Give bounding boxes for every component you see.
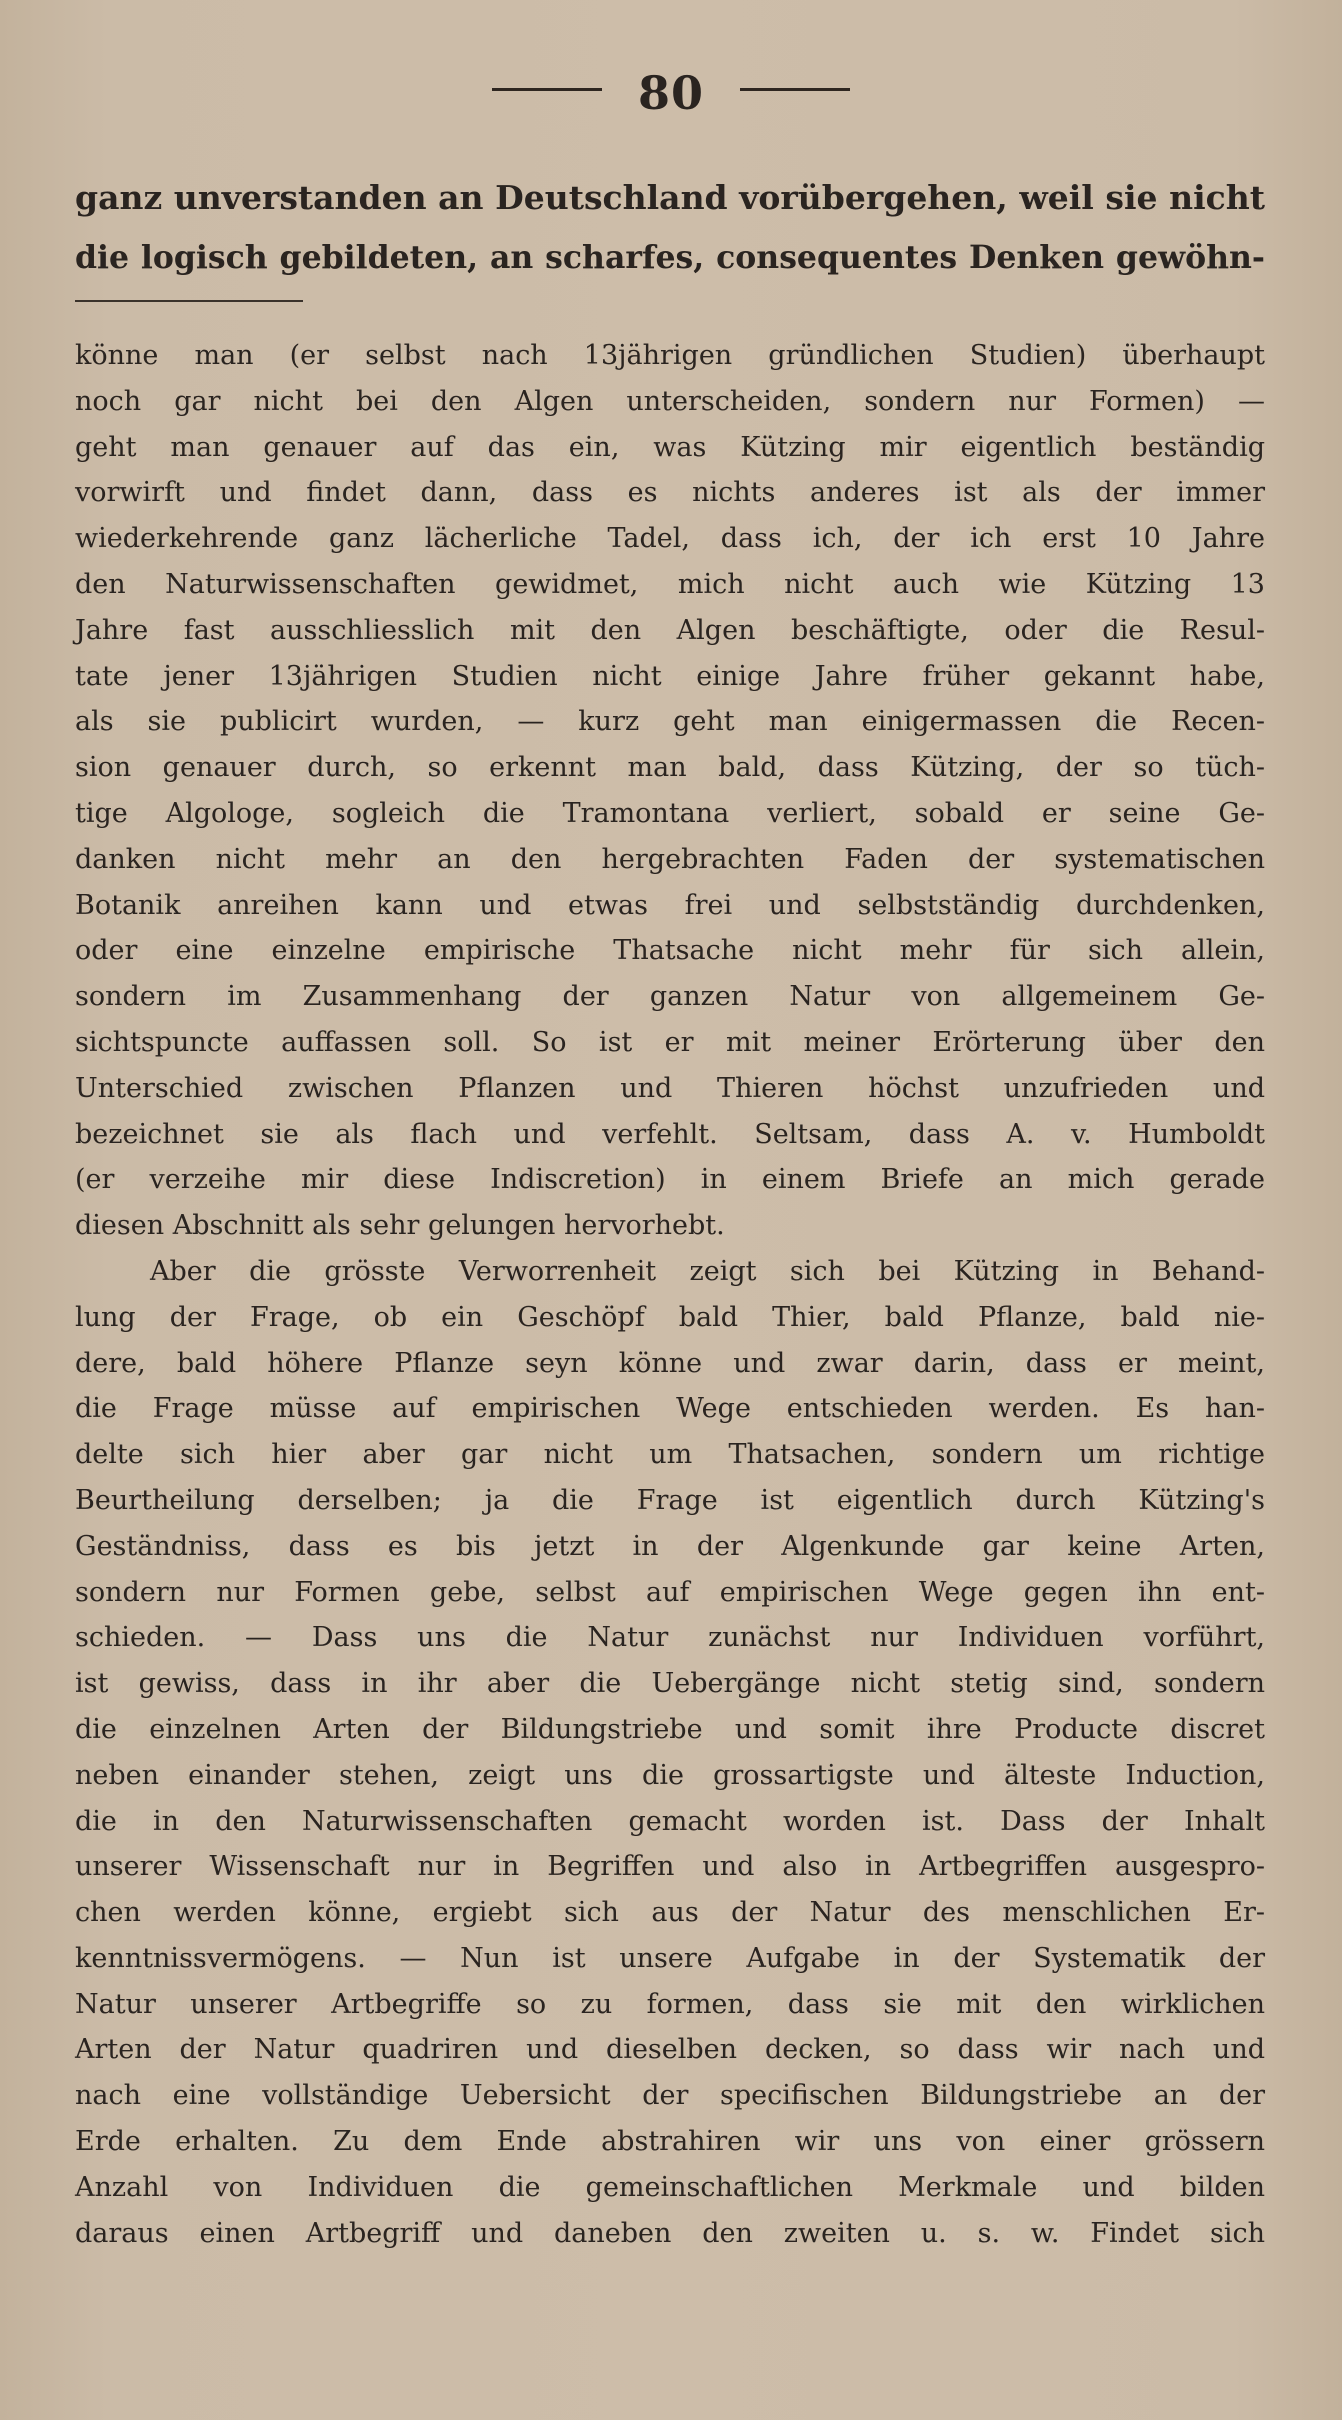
main-text-line: ganz unverstanden an Deutschland vorübergehen, weil sie nicht	[75, 178, 1265, 217]
footnote-line: sondern im Zusammenhang der ganzen Natur von allgemeinem Ge-	[75, 981, 1265, 1013]
footnote-line: ist gewiss, dass in ihr aber die Uebergänge nicht stetig sind, sondern	[75, 1668, 1265, 1700]
footnote-line: tige Algologe, sogleich die Tramontana verliert, sobald er seine Ge-	[75, 797, 1265, 829]
header-dash-right	[740, 88, 850, 91]
main-text	[75, 168, 1265, 288]
footnote-separator	[75, 300, 303, 302]
footnote-line: danken nicht mehr an den hergebrachten Faden der systematischen	[75, 843, 1265, 875]
header-dash-left	[492, 88, 602, 91]
footnote-line: Aber die grösste Verworrenheit zeigt sich bei Kützing in Behand-	[150, 1255, 1265, 1287]
footnote-line: Geständniss, dass es bis jetzt in der Algenkunde gar keine Arten,	[75, 1530, 1265, 1562]
footnote-line: Beurtheilung derselben; ja die Frage ist eigentlich durch Kützing's	[75, 1484, 1265, 1516]
footnote-line: sion genauer durch, so erkennt man bald, dass Kützing, der so tüch-	[75, 752, 1265, 784]
footnote-line: vorwirft und findet dann, dass es nichts anderes ist als der immer	[75, 477, 1265, 509]
footnote-line: kenntnissvermögens. — Nun ist unsere Aufgabe in der Systematik der	[75, 1942, 1265, 1974]
footnote-line: tate jener 13jährigen Studien nicht einige Jahre früher gekannt habe,	[75, 660, 1265, 692]
footnote-line: sondern nur Formen gebe, selbst auf empirischen Wege gegen ihn ent-	[75, 1576, 1265, 1608]
main-text-line: die logisch gebildeten, an scharfes, consequentes Denken gewöhn-	[75, 239, 1265, 276]
footnote-line: oder eine einzelne empirische Thatsache nicht mehr für sich allein,	[75, 935, 1265, 967]
footnote-line: unserer Wissenschaft nur in Begriffen und also in Artbegriffen ausgespro-	[75, 1851, 1265, 1883]
footnote-line: Erde erhalten. Zu dem Ende abstrahiren wir uns von einer grössern	[75, 2126, 1265, 2158]
footnote-line: neben einander stehen, zeigt uns die grossartigste und älteste Induction,	[75, 1759, 1265, 1791]
footnote-line: nach eine vollständige Uebersicht der specifischen Bildungstriebe an der	[75, 2080, 1265, 2112]
footnote-line: die einzelnen Arten der Bildungstriebe und somit ihre Producte discret	[75, 1713, 1265, 1745]
footnote-line: chen werden könne, ergiebt sich aus der Natur des menschlichen Er-	[75, 1897, 1265, 1929]
footnote	[75, 333, 1265, 2256]
footnote-line: (er verzeihe mir diese Indiscretion) in einem Briefe an mich gerade	[75, 1164, 1265, 1196]
footnote-line: Botanik anreihen kann und etwas frei und selbstständig durchdenken,	[75, 889, 1265, 921]
footnote-line: die in den Naturwissenschaften gemacht worden ist. Dass der Inhalt	[75, 1805, 1265, 1837]
footnote-line: wiederkehrende ganz lächerliche Tadel, dass ich, der ich erst 10 Jahre	[75, 523, 1265, 555]
footnote-line: könne man (er selbst nach 13jährigen gründlichen Studien) überhaupt	[75, 340, 1265, 371]
footnote-line: lung der Frage, ob ein Geschöpf bald Thier, bald Pflanze, bald nie-	[75, 1301, 1265, 1333]
footnote-line: den Naturwissenschaften gewidmet, mich nicht auch wie Kützing 13	[75, 568, 1265, 600]
footnote-line: Jahre fast ausschliesslich mit den Algen beschäftigte, oder die Resul-	[75, 614, 1265, 646]
page-number: 80	[637, 66, 704, 120]
footnote-line: dere, bald höhere Pflanze seyn könne und zwar darin, dass er meint,	[75, 1347, 1265, 1379]
footnote-line: Anzahl von Individuen die gemeinschaftlichen Merkmale und bilden	[75, 2171, 1265, 2203]
footnote-line: Arten der Natur quadriren und dieselben decken, so dass wir nach und	[75, 2034, 1265, 2066]
footnote-line: die Frage müsse auf empirischen Wege entschieden werden. Es han-	[75, 1393, 1265, 1425]
footnote-line: geht man genauer auf das ein, was Kützing mir eigentlich beständig	[75, 431, 1265, 463]
footnote-line: diesen Abschnitt als sehr gelungen hervorhebt.	[75, 1210, 725, 1242]
footnote-line: bezeichnet sie als flach und verfehlt. Seltsam, dass A. v. Humboldt	[75, 1118, 1265, 1150]
footnote-line: schieden. — Dass uns die Natur zunächst nur Individuen vorführt,	[75, 1622, 1265, 1654]
footnote-line: als sie publicirt wurden, — kurz geht man einigermassen die Recen-	[75, 706, 1265, 738]
footnote-line: Natur unserer Artbegriffe so zu formen, dass sie mit den wirklichen	[75, 1988, 1265, 2020]
footnote-line: delte sich hier aber gar nicht um Thatsachen, sondern um richtige	[75, 1439, 1265, 1471]
footnote-line: daraus einen Artbegriff und daneben den zweiten u. s. w. Findet sich	[75, 2217, 1265, 2249]
footnote-line: noch gar nicht bei den Algen unterscheiden, sondern nur Formen) —	[75, 385, 1265, 417]
footnote-line: Unterschied zwischen Pflanzen und Thieren höchst unzufrieden und	[75, 1072, 1265, 1104]
page-header	[0, 66, 1342, 136]
footnote-line: sichtspuncte auffassen soll. So ist er mit meiner Erörterung über den	[75, 1026, 1265, 1058]
